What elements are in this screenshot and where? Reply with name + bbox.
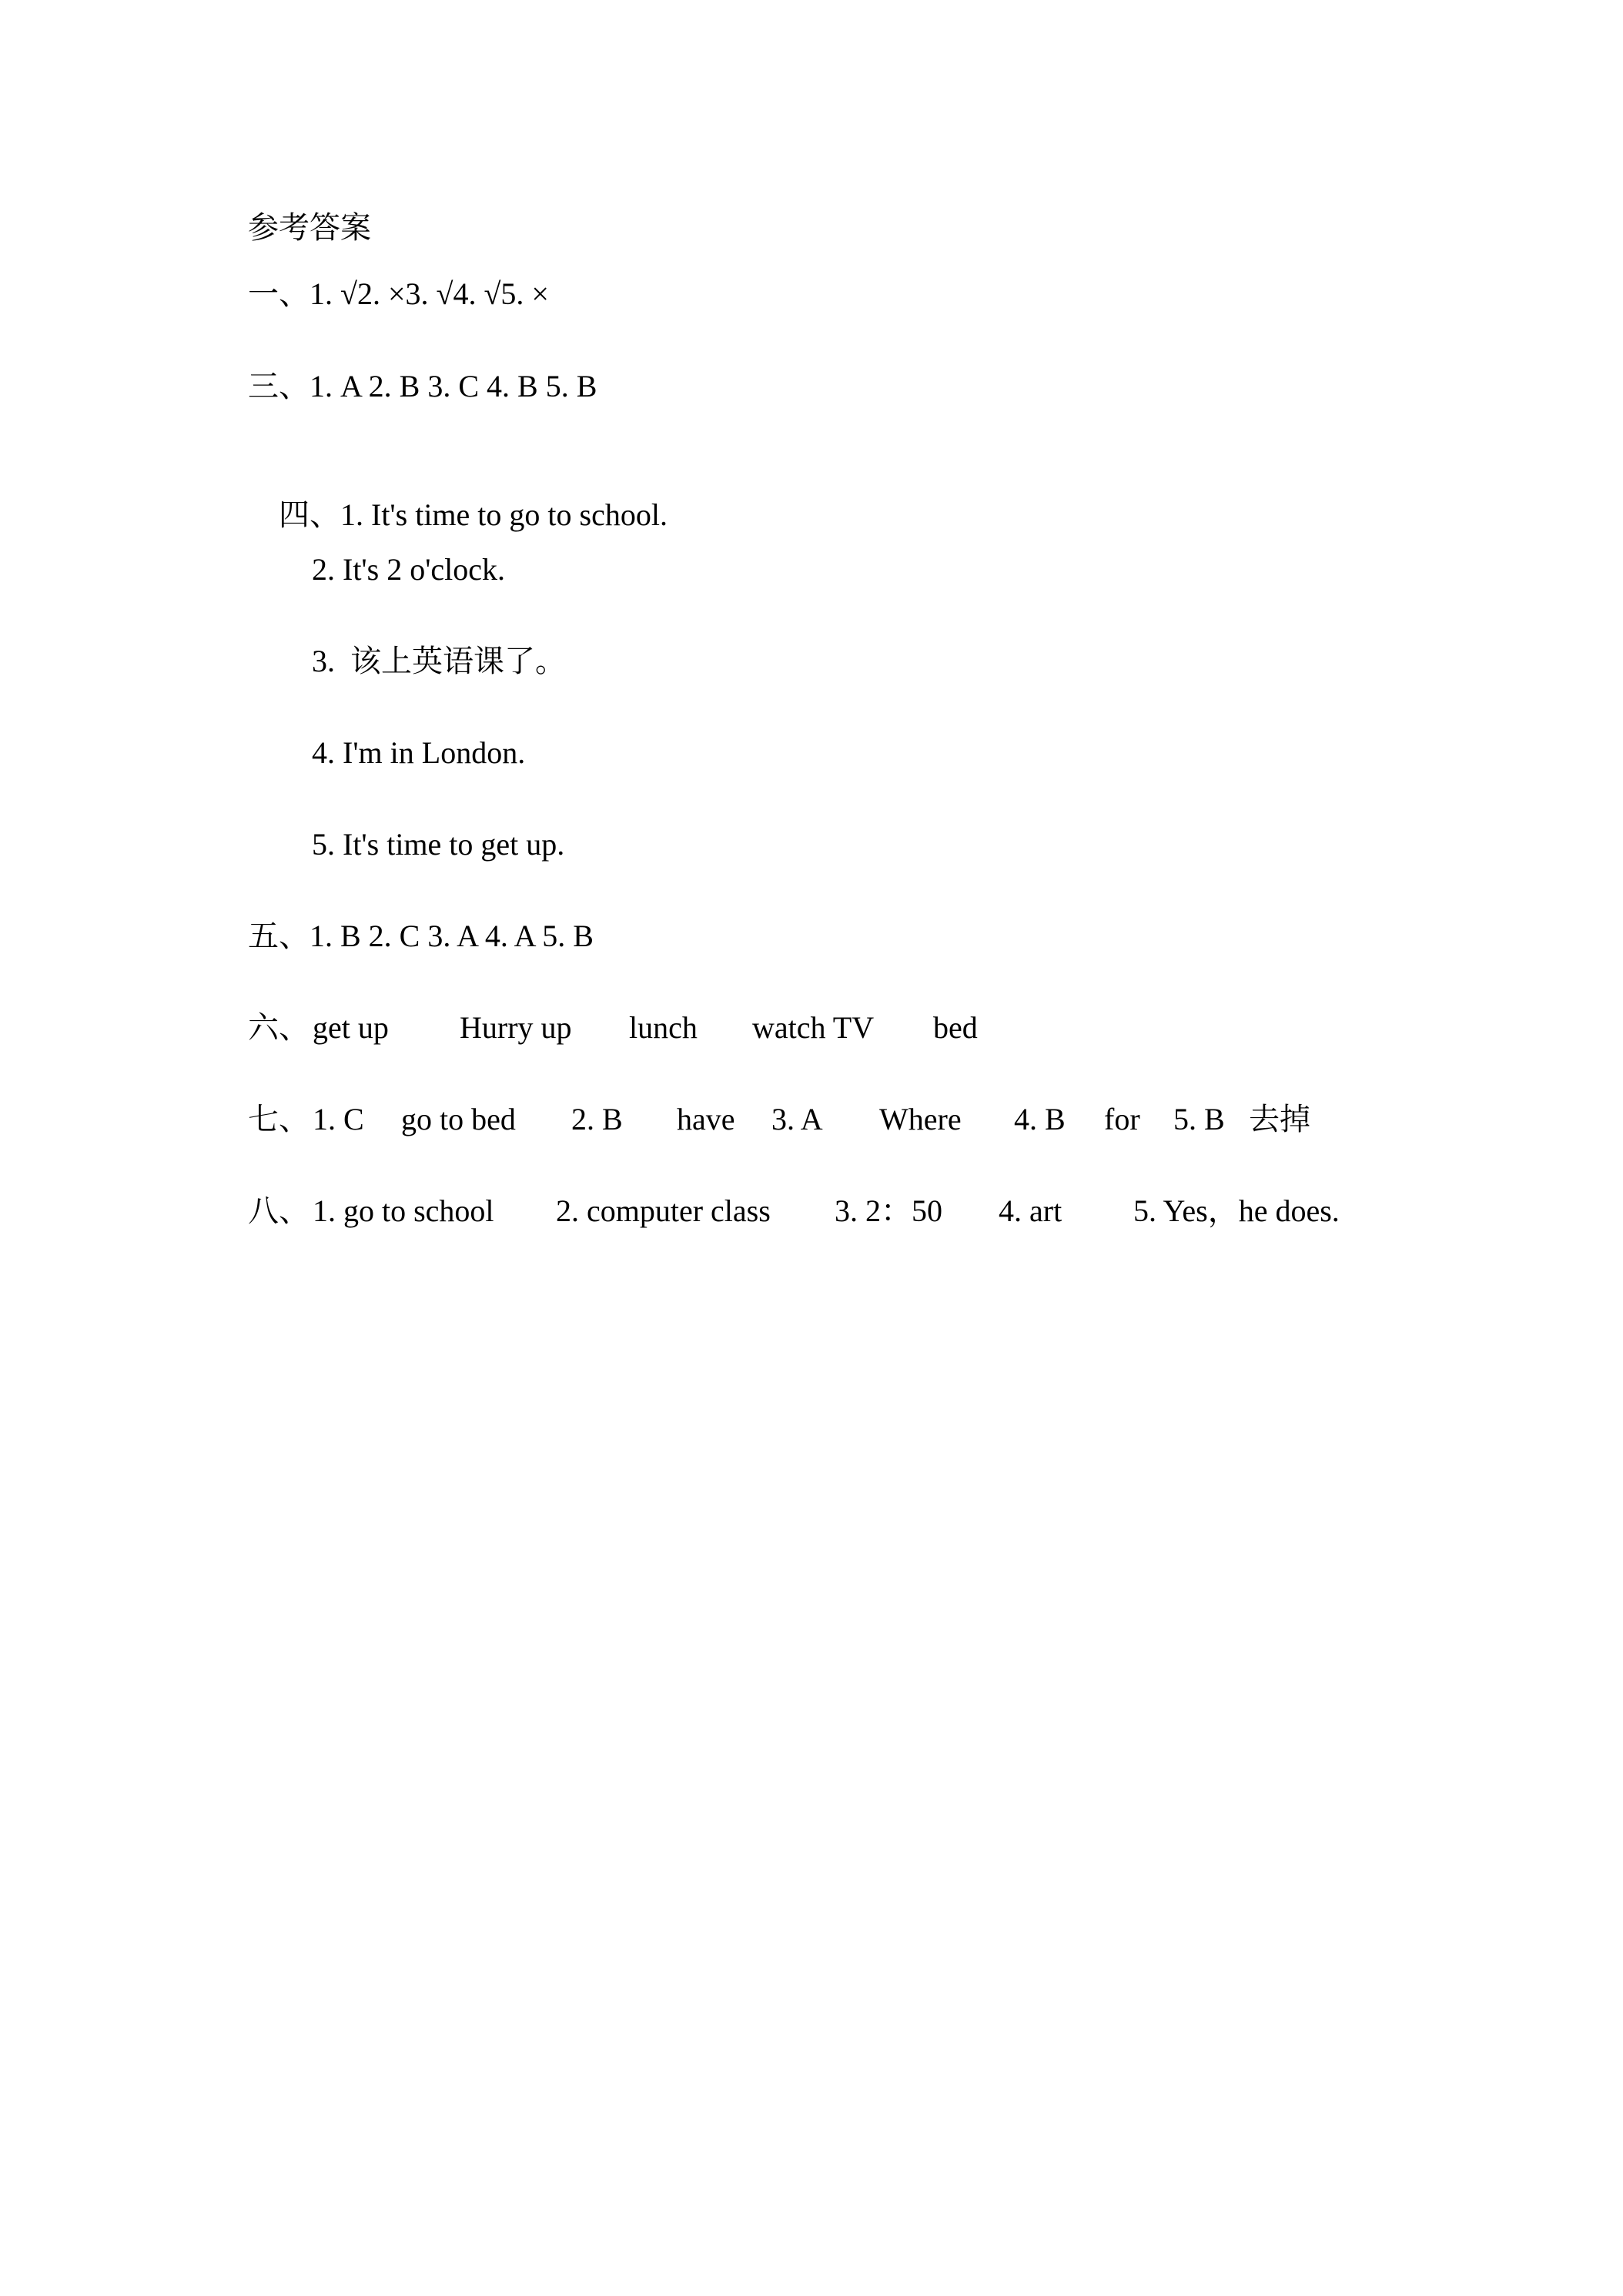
section-8-label: 八、: [248, 1193, 310, 1228]
section-6-row: [248, 1009, 1480, 1046]
section-4-answer-4: 4. I'm in London.: [312, 735, 526, 770]
section-8-part: 4. art: [999, 1193, 1062, 1228]
section-6-word: lunch: [629, 1010, 698, 1045]
section-7-part: have: [677, 1102, 735, 1136]
section-7-part: 4. B: [1014, 1102, 1066, 1136]
page-title: 参考答案: [248, 210, 371, 245]
section-7-part: go to bed: [401, 1102, 516, 1136]
section-7-part: 3. A: [771, 1102, 823, 1136]
section-4-label: 四、: [279, 497, 340, 532]
section-6-word: get up: [313, 1010, 389, 1045]
section-7-label: 七、: [248, 1102, 310, 1136]
section-4-answer-5: 5. It's time to get up.: [312, 827, 565, 862]
section-7-part: Where: [879, 1102, 962, 1136]
section-6-word: Hurry up: [460, 1010, 572, 1045]
section-3-answers: 三、1. A 2. B 3. C 4. B 5. B: [248, 369, 597, 403]
section-8-part: 5. Yes，he does.: [1133, 1193, 1340, 1228]
section-6-label: 六、: [248, 1010, 310, 1045]
section-8-part: 1. go to school: [313, 1193, 494, 1228]
section-7-part: for: [1104, 1102, 1140, 1136]
section-4-answer-1: 1. It's time to go to school.: [340, 497, 668, 532]
section-7-part: 1. C: [313, 1102, 364, 1136]
section-6-word: watch TV: [752, 1010, 875, 1045]
section-7-part: 去掉: [1249, 1102, 1310, 1136]
section-8-part: 2. computer class: [556, 1193, 771, 1228]
section-8-part: 3. 2：50: [835, 1193, 942, 1228]
section-4-answer-3: 3. 该上英语课了。: [312, 644, 566, 678]
section-5-answers: 五、1. B 2. C 3. A 4. A 5. B: [248, 919, 594, 953]
section-7-part: 5. B: [1173, 1102, 1225, 1136]
section-7-part: 2. B: [571, 1102, 623, 1136]
section-4-answer-2: 2. It's 2 o'clock.: [312, 552, 506, 587]
section-8-row: [248, 1193, 1480, 1230]
section-1-answers: 一、1. √2. ×3. √4. √5. ×: [248, 276, 549, 311]
section-6-word: bed: [933, 1010, 978, 1045]
section-7-row: [248, 1101, 1480, 1138]
